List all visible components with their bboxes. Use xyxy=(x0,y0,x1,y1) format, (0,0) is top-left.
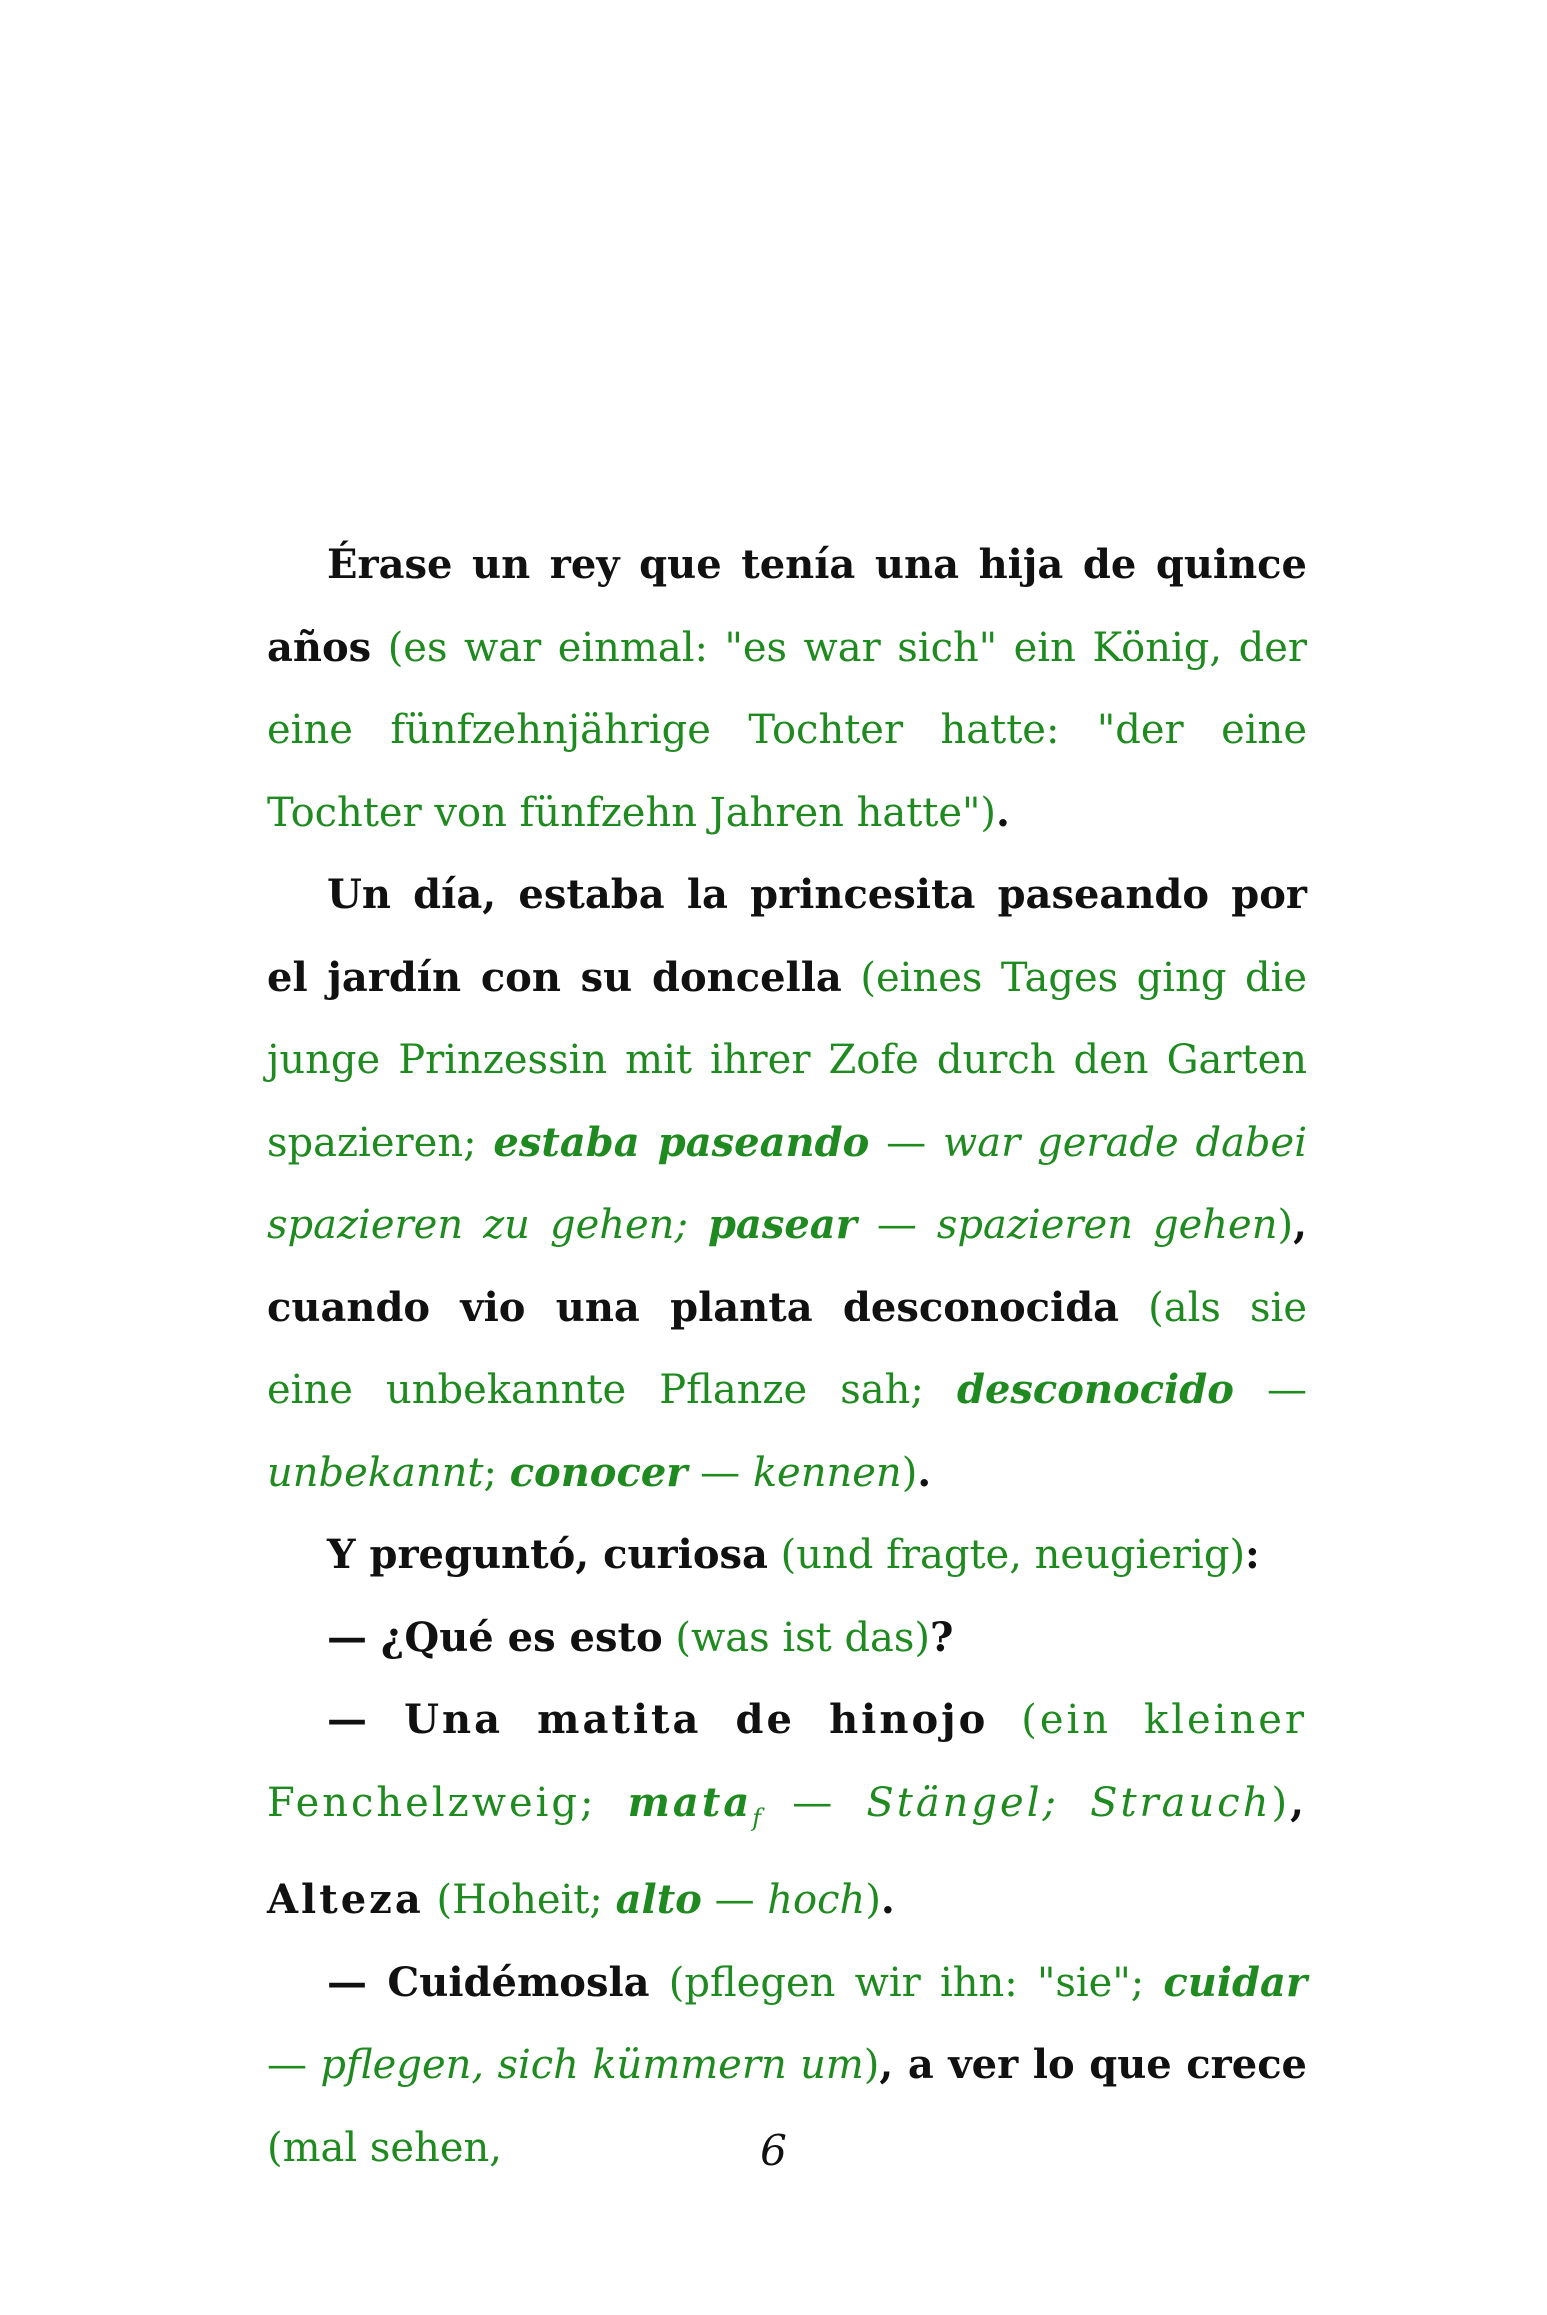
german-gloss: pasear xyxy=(707,1201,857,1248)
spanish-text: . xyxy=(880,1876,895,1923)
german-gloss: pflegen, sich kümmern um xyxy=(320,2042,864,2088)
spanish-text: : xyxy=(1245,1531,1260,1578)
german-gloss: ) xyxy=(865,1877,881,1923)
spanish-text: . xyxy=(996,788,1010,836)
spanish-text: — Cuidémosla xyxy=(327,1958,650,2006)
german-gloss: (als sie eine unbekannte Pflanze sah; xyxy=(267,1284,1307,1413)
paragraph-3 xyxy=(267,1514,1307,1597)
german-gloss: (es war einmal: "es war sich" ein König, der eine fünfzehnjährige Tochter hatte: "der eine Tochter von fünfzehn Jahren hatte") xyxy=(267,624,1307,836)
spanish-text: — ¿Qué es esto xyxy=(327,1613,663,1661)
german-gloss: (mal sehen, xyxy=(267,2124,502,2171)
spanish-text: , a ver lo que crece xyxy=(879,2041,1307,2088)
german-gloss: — xyxy=(687,1449,753,1496)
german-gloss: f xyxy=(752,1803,762,1832)
german-gloss: desconocido xyxy=(956,1366,1234,1413)
spanish-text: , cuando vio una planta desconocida xyxy=(267,1201,1307,1331)
spanish-text: Érase un rey que tenía una hija de quince años xyxy=(267,541,1307,671)
spanish-text: . xyxy=(917,1448,932,1496)
paragraph-1 xyxy=(267,524,1307,854)
german-gloss: — xyxy=(701,1877,768,1923)
german-gloss: (eines Tages ging die junge Prinzessin mit ihrer Zofe durch den Garten spazieren; xyxy=(267,954,1308,1166)
spanish-text: ? xyxy=(930,1613,954,1661)
german-gloss: conocer xyxy=(509,1448,688,1496)
german-gloss: spazieren gehen xyxy=(936,1202,1278,1248)
german-gloss: — xyxy=(869,1119,944,1166)
german-gloss: ; xyxy=(483,1449,510,1496)
german-gloss: ) xyxy=(1271,1779,1291,1826)
german-gloss: unbekannt xyxy=(267,1449,484,1496)
german-gloss: (was ist das) xyxy=(662,1614,931,1661)
spanish-text: — Una matita de hinojo xyxy=(327,1696,989,1743)
german-gloss: (Hoheit; xyxy=(423,1877,616,1923)
german-gloss: mata xyxy=(627,1778,753,1826)
german-gloss: war gerade dabei spazieren zu gehen; xyxy=(267,1119,1308,1248)
paragraph-2 xyxy=(267,854,1307,1514)
spanish-text: Un día, estaba la princesita paseando por el jardín con su doncella xyxy=(267,871,1307,1001)
german-gloss: alto xyxy=(615,1876,702,1923)
german-gloss: ) xyxy=(863,2042,880,2088)
german-gloss: (ein kleiner Fenchelzweig; xyxy=(267,1697,1307,1826)
german-gloss: kennen xyxy=(752,1449,902,1496)
german-gloss: (und fragte, neugierig) xyxy=(767,1532,1246,1578)
paragraph-5 xyxy=(267,1679,1307,1942)
spanish-text: Y preguntó, curiosa xyxy=(327,1531,768,1578)
paragraph-4 xyxy=(267,1597,1307,1680)
german-gloss: ) xyxy=(1277,1202,1294,1248)
german-gloss xyxy=(688,1202,708,1248)
german-gloss: Stängel; Strauch xyxy=(866,1779,1272,1826)
german-gloss: ) xyxy=(901,1449,918,1496)
german-gloss: — xyxy=(761,1779,867,1826)
german-gloss: — xyxy=(856,1202,937,1248)
german-gloss: cuidar xyxy=(1163,1958,1308,2006)
german-gloss: (pflegen wir ihn: "sie"; xyxy=(649,1959,1164,2006)
german-gloss: hoch xyxy=(767,1877,866,1923)
german-gloss: estaba paseando xyxy=(493,1118,870,1166)
german-gloss: — xyxy=(1233,1367,1307,1413)
german-gloss: — xyxy=(267,2042,321,2088)
page-number: 6 xyxy=(760,2126,787,2175)
spanish-text: , Alteza xyxy=(267,1778,1307,1923)
book-page-text xyxy=(267,524,1307,2189)
